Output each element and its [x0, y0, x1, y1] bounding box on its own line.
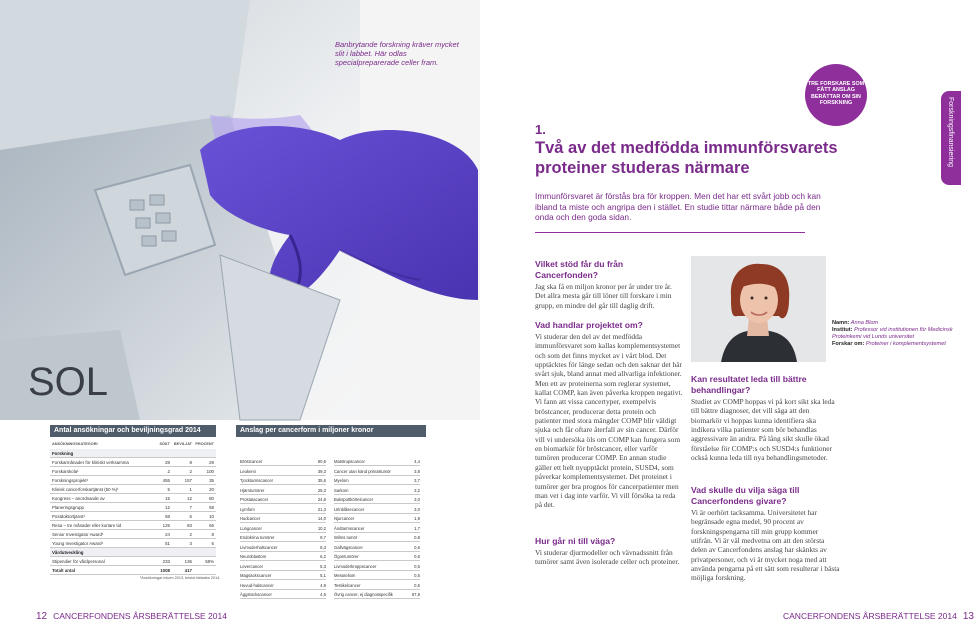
- row-procent: 80: [209, 496, 214, 501]
- row-label: Senior Investigator Award¹: [52, 532, 104, 537]
- q4-text: Studiet av COMP hoppas vi på kort sikt ska leda till bättre diagnoser, det vill säga att den biomarkör vi hoppas kunna identifiera ska indikera vilka patienter som bör behandlas aggressivare än andra. På lång sikt skulle ökad förståelse för COMP:s och SUSD4:s funktioner också kunna leda till nya behandlingsmetoder.: [691, 397, 835, 463]
- row-value: 14,0: [317, 516, 326, 521]
- row-value: 6,2: [320, 554, 326, 559]
- row-label: Tjocktarmscancer: [240, 478, 274, 483]
- table-row: [240, 562, 326, 571]
- row-label: Vårdutveckling: [52, 550, 84, 555]
- row-beviljat: 1: [189, 487, 192, 492]
- row-value: 60,6: [317, 459, 326, 464]
- table-row: [240, 486, 326, 495]
- table-row: [240, 581, 326, 590]
- table-row: [50, 539, 216, 548]
- row-label: Neuroblastom: [240, 554, 267, 559]
- row-sokt: 24: [165, 532, 170, 537]
- row-label: Forskarmånader för kliniskt verksamma: [52, 460, 129, 465]
- table-row: [50, 530, 216, 539]
- table-section-row: [50, 449, 216, 458]
- table-row: [240, 533, 326, 542]
- table-row: [50, 476, 216, 485]
- row-procent: 100: [206, 469, 214, 474]
- facts-area: Proteiner i komplementsystemet: [865, 340, 946, 347]
- row-label: Young Investigator Award¹: [52, 541, 104, 546]
- row-procent: 10: [209, 514, 214, 519]
- row-value: 0,8: [414, 535, 420, 540]
- row-label: Lymfom: [240, 506, 255, 512]
- headline-number: 1.: [535, 122, 546, 137]
- row-beviljat: 12: [187, 496, 192, 501]
- facts-name: Anna Blom: [850, 320, 879, 326]
- row-label: Matstrupscancer: [334, 459, 365, 464]
- row-procent: 6: [211, 541, 214, 546]
- q2-text: Vi studerar den del av det medfödda immunförsvaret som kallas komplementsystemet och som det finns mycket av i vårt blod. Det upptäcktes för länge sedan och den saknar det här svårt sjuk, bland annat med allvarliga infektioner. Men ett av proteinerna som reglerar systemet, kallat COMP, kan även påverka kroppen negativt. Vi fann att vissa cancertyper, exempelvis bröstcancer, producerar detta protein och patienter med stora mängder COMP blir väldigt sjuka och får oftare återfall av sin cancer. Därför vill vi undersöka öls om COMP kan fungera som en biomarkör för bröstcancer, eller varför tumören producerar COMP. En annan studie gäller ett helt nyupptäckt protein, SUSD4, som påverkar komplementsystemet. Det proteinet i tumörer ger bra prognos för cancerpatienter men man vet i dag inte varför. Vi vill försöka ta reda på det.: [535, 332, 683, 510]
- row-value: 0,6: [414, 554, 420, 559]
- row-procent: 66: [209, 523, 214, 528]
- row-label: Bukspottkörtelcancer: [334, 497, 374, 502]
- row-value: 24,8: [317, 497, 326, 502]
- table-row: [240, 524, 326, 533]
- row-sokt: 12: [165, 505, 170, 510]
- table-row: [240, 552, 326, 561]
- facts-area-label: Forskar om:: [832, 340, 865, 347]
- col-procent: PROCENT: [195, 442, 214, 446]
- table-row: [334, 457, 420, 466]
- col-beviljat: BEVILJAT: [173, 442, 192, 446]
- row-label: Bröstcancer: [240, 459, 263, 464]
- row-label: Övrig cancer, ej diagnosspecifik: [334, 592, 393, 597]
- table-row: [240, 476, 326, 485]
- q4-heading: Kan resultatet leda till bättre behandlingar?: [691, 374, 807, 395]
- row-sokt: 51: [165, 541, 170, 546]
- col-category: ANSÖKNINGSKATEGORI: [52, 442, 98, 446]
- row-label: Leukemi: [240, 468, 256, 474]
- row-label: Totalt antal: [52, 568, 76, 573]
- facts-inst-label: Institut:: [832, 326, 853, 333]
- row-value: 39,3: [317, 468, 326, 474]
- row-sokt: 1008: [160, 568, 170, 573]
- table-row: [240, 505, 326, 514]
- row-value: 8,3: [320, 544, 326, 550]
- row-procent: 29: [209, 460, 214, 465]
- row-value: 3,0: [414, 497, 420, 502]
- page-number-left: 12: [36, 611, 48, 622]
- row-sokt: 233: [162, 559, 170, 564]
- row-label: Resa – tre månader eller kortare tid: [52, 523, 122, 528]
- row-label: Stipendier för vårdpersonal: [52, 559, 105, 564]
- row-beviljat: 417: [184, 568, 192, 573]
- divider: [535, 232, 805, 233]
- row-label: Hudcancer: [240, 516, 261, 521]
- headline: Två av det medfödda immunförsvarets proteiner studeras närmare: [535, 139, 838, 177]
- table-row: [240, 457, 326, 466]
- table-row: [240, 495, 326, 504]
- row-label: Livmoderhalscancer: [240, 544, 278, 550]
- row-sokt: 58: [165, 514, 170, 519]
- q3-heading: Hur går ni till väga?: [535, 536, 616, 546]
- row-sokt: 5: [167, 487, 170, 492]
- table-row: [50, 503, 216, 512]
- col-sokt: SÖKT: [159, 442, 170, 446]
- table-row: [50, 494, 216, 503]
- row-value: 4,4: [414, 459, 420, 464]
- row-label: Huvud-halscancer: [240, 582, 274, 588]
- researcher-portrait: [691, 256, 826, 362]
- row-value: 67,8: [411, 592, 420, 597]
- row-beviljat: 157: [184, 478, 192, 483]
- row-procent: 8: [211, 532, 214, 537]
- row-procent: 20: [209, 487, 214, 492]
- row-label: Klinisk cancerforskartjänst (50 %)¹: [52, 487, 119, 492]
- cancer-form-table-title: Anslag per cancerform i miljoner kronor: [236, 425, 426, 437]
- row-value: 1,7: [414, 525, 420, 531]
- row-label: Postdoktortjänst¹: [52, 514, 85, 519]
- folio-right: [783, 611, 974, 622]
- q3-text: Vi studerar djurmodeller och vävnadssnitt från tumörer samt även isolerade celler och proteiner.: [535, 548, 680, 567]
- row-value: 5,3: [320, 563, 326, 569]
- table-row: [240, 571, 326, 580]
- folio-left-text: CANCERFONDENS ÅRSBERÄTTELSE 2014: [53, 611, 227, 621]
- table-row: [50, 566, 216, 575]
- q5-text: Vi är oerhört tacksamma. Universitetet har begränsade egna medel, 90 procent av forskningspengarna till min grupp kommer utifrån. Vi är väl medvetna om att den största delen av Cancerfondens anslag har skänkts av privatpersoner, och vi är mycket noga med att använda pengarna på ett sätt som resulterar i bästa möjliga forskning.: [691, 508, 840, 583]
- q1-text: Jag ska få en miljon kronor per år under tre år. Det allra mesta går till löner till forskare i min grupp, en mindre del går till daglig drift.: [535, 282, 672, 310]
- applications-table-body: [50, 449, 216, 575]
- table-row: [334, 476, 420, 485]
- folio-right-text: CANCERFONDENS ÅRSBERÄTTELSE 2014: [783, 611, 957, 621]
- row-label: Lungcancer: [240, 525, 262, 531]
- row-procent: 58%: [205, 559, 214, 564]
- row-label: Livmoderkroppscancer: [334, 563, 377, 569]
- table-row: [240, 543, 326, 552]
- row-value: 0,5: [414, 563, 420, 569]
- table-row: [334, 514, 420, 523]
- researcher-portrait-illustration: [691, 256, 826, 362]
- ingress: Immunförsvaret är förstås bra för kroppen. Men det har ett svårt jobb och kan ibland ta miste och angripa den i stället. En studie tittar närmare både på den onda och den goda sidan.: [535, 191, 821, 223]
- applications-table-title: Antal ansökningar och beviljningsgrad 2014: [50, 425, 216, 437]
- row-value: 35,6: [317, 478, 326, 483]
- table-row: [50, 485, 216, 494]
- row-value: 10,2: [317, 525, 326, 531]
- row-sokt: 15: [165, 496, 170, 501]
- row-value: 1,9: [414, 516, 420, 521]
- row-beviljat: 83: [187, 523, 192, 528]
- row-beviljat: 3: [189, 541, 192, 546]
- table-row: [334, 571, 420, 580]
- table-row: [240, 590, 326, 599]
- row-label: Ögontumörer: [334, 554, 359, 559]
- row-procent: 58: [209, 505, 214, 510]
- row-value: 3,8: [414, 468, 420, 474]
- row-label: Ändtarmscancer: [334, 525, 365, 531]
- row-label: Forskningsprojekt¹: [52, 478, 89, 483]
- applications-table-header: [50, 437, 216, 449]
- cancer-form-table: [236, 425, 426, 604]
- row-label: Myelom: [334, 478, 349, 483]
- table-row: [334, 552, 420, 561]
- folio-left: [36, 611, 227, 622]
- q5-heading: Vad skulle du vilja säga till Cancerfondens givare?: [691, 485, 800, 506]
- table-row: [334, 543, 420, 552]
- row-sokt: 125: [162, 523, 170, 528]
- section-side-tab-label: Forskningsfinansiering: [947, 97, 954, 168]
- row-value: 3,2: [414, 487, 420, 493]
- table-row: [334, 562, 420, 571]
- q2-heading: Vad handlar projektet om?: [535, 320, 643, 330]
- row-sokt: 455: [162, 478, 170, 483]
- row-value: 9,7: [320, 535, 326, 540]
- row-sokt: 28: [165, 460, 170, 465]
- row-label: Endokrina tumörer: [240, 535, 275, 540]
- table-row: [50, 458, 216, 467]
- row-label: Planeringsgrupp: [52, 505, 84, 510]
- row-label: Hjärntumörer: [240, 487, 265, 493]
- table-row: [240, 514, 326, 523]
- table-row: [50, 557, 216, 566]
- row-beviljat: 8: [189, 460, 192, 465]
- facts-name-label: Namn:: [832, 320, 850, 326]
- row-label: Forskning: [52, 451, 74, 456]
- section-side-tab[interactable]: [941, 91, 961, 185]
- row-label: Urinblåsecancer: [334, 506, 365, 512]
- row-value: 25,3: [317, 487, 326, 493]
- row-procent: 35: [209, 478, 214, 483]
- row-value: 3,0: [414, 506, 420, 512]
- page-number-right: 13: [962, 611, 974, 622]
- row-label: Magsäckscancer: [240, 573, 272, 578]
- table-row: [334, 533, 420, 542]
- row-beviljat: 6: [189, 514, 192, 519]
- table-row: [50, 467, 216, 476]
- row-label: Sarkom: [334, 487, 349, 493]
- table-row: [334, 467, 420, 476]
- row-beviljat: 2: [189, 532, 192, 537]
- row-value: 21,3: [317, 506, 326, 512]
- row-sokt: 2: [167, 469, 170, 474]
- table-row: [50, 521, 216, 530]
- row-beviljat: 7: [189, 505, 192, 510]
- table-row: [334, 505, 420, 514]
- row-label: Mesoteliom: [334, 573, 356, 578]
- row-beviljat: 136: [184, 559, 192, 564]
- row-beviljat: 2: [189, 469, 192, 474]
- row-label: Levercancer: [240, 563, 264, 569]
- table-row: [240, 467, 326, 476]
- row-value: 0,6: [414, 544, 420, 550]
- row-label: Forskarskola¹: [52, 469, 79, 474]
- row-label: Äggstockscancer: [240, 592, 272, 597]
- q1-heading: Vilket stöd får du från Cancerfonden?: [535, 259, 624, 280]
- row-value: 0,5: [414, 573, 420, 578]
- table-row: [334, 590, 420, 599]
- row-value: 4,9: [320, 582, 326, 588]
- row-label: Kongress – anordnande av: [52, 496, 105, 501]
- researcher-facts: [832, 320, 957, 348]
- photo-caption: Banbrytande forskning kräver mycket slit i labbet. Här odlas specialpreparerade celler fram.: [335, 40, 459, 67]
- facts-inst: Professor vid institutionen för Medicinsk Proteinkemi vid Lunds universitet: [832, 326, 953, 340]
- series-badge: TRE FORSKARE SOM FÅTT ANSLAG BERÄTTAR OM SIN FORSKNING: [805, 64, 867, 126]
- row-value: 5,1: [320, 573, 326, 578]
- photo-label-sol: SOL: [28, 360, 109, 404]
- table-footnote: ¹Ansökningar inkom 2013, beslut fattades 2014.: [140, 576, 221, 580]
- row-value: 3,7: [414, 478, 420, 483]
- table-row: [334, 581, 420, 590]
- applications-table: [50, 425, 216, 575]
- row-value: 0,5: [414, 582, 420, 588]
- row-label: Gallvägscancer: [334, 544, 363, 550]
- table-row: [334, 495, 420, 504]
- row-value: 4,5: [320, 592, 326, 597]
- table-section-row: [50, 548, 216, 557]
- table-row: [334, 524, 420, 533]
- row-label: Testikelcancer: [334, 582, 361, 588]
- row-label: Cancer utan känd primärtumör: [334, 468, 391, 474]
- cancer-form-table-body: [236, 437, 426, 604]
- table-row: [334, 486, 420, 495]
- row-label: Wilms tumör: [334, 535, 358, 540]
- table-row: [50, 512, 216, 521]
- row-label: Njurcancer: [334, 516, 355, 521]
- row-label: Prostatacancer: [240, 497, 269, 502]
